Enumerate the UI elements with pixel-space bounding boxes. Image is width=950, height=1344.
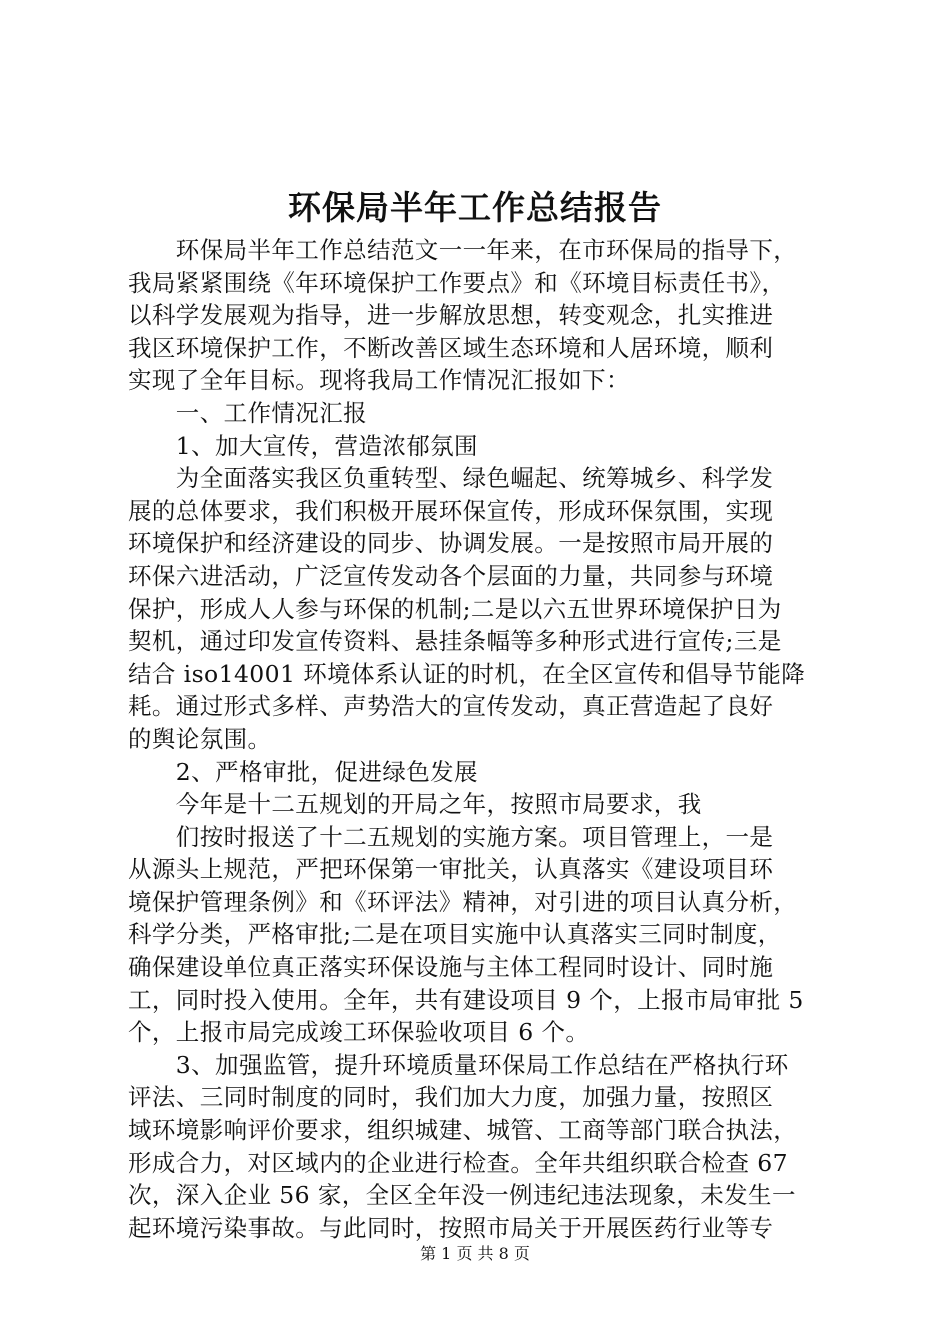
- body-line: 耗。通过形式多样、声势浩大的宣传发动，真正营造起了良好: [128, 692, 774, 721]
- body-line: 起环境污染事故。与此同时，按照市局关于开展医药行业等专: [128, 1213, 774, 1242]
- body-line: 展的总体要求，我们积极开展环保宣传，形成环保氛围，实现: [128, 496, 774, 525]
- body-line: 契机，通过印发宣传资料、悬挂条幅等多种形式进行宣传;三是: [128, 627, 782, 656]
- body-line: 结合 iso14001 环境体系认证的时机，在全区宣传和倡导节能降: [128, 659, 806, 688]
- body-line: 我局紧紧围绕《年环境保护工作要点》和《环境目标责任书》，: [128, 268, 786, 297]
- body-line: 的舆论氛围。: [128, 724, 272, 753]
- body-line: 保护，形成人人参与环保的机制;二是以六五世界环境保护日为: [128, 594, 782, 623]
- body-line: 工，同时投入使用。全年，共有建设项目 9 个，上报市局审批 5: [128, 985, 804, 1014]
- body-line: 形成合力，对区域内的企业进行检查。全年共组织联合检查 67: [128, 1148, 788, 1177]
- document-body: [128, 234, 828, 1244]
- body-line: 环保局半年工作总结范文一一年来，在市环保局的指导下，: [128, 236, 798, 264]
- body-line: 科学分类，严格审批;二是在项目实施中认真落实三同时制度，: [128, 920, 782, 949]
- body-line: 评法、三同时制度的同时，我们加大力度，加强力量，按照区: [128, 1083, 774, 1112]
- page-number-footer: 第 1 页 共 8 页: [420, 1244, 530, 1263]
- body-line: 从源头上规范，严把环保第一审批关，认真落实《建设项目环: [128, 855, 774, 884]
- subsection-heading: 1、加大宣传，营造浓郁氛围: [128, 431, 478, 460]
- body-line: 环保六进活动，广泛宣传发动各个层面的力量，共同参与环境: [128, 561, 774, 590]
- section-heading: 一、工作情况汇报: [128, 398, 367, 427]
- body-line: 确保建设单位真正落实环保设施与主体工程同时设计、同时施: [128, 953, 774, 982]
- body-line: 境保护管理条例》和《环评法》精神，对引进的项目认真分析，: [128, 887, 798, 916]
- body-line: 3、加强监管，提升环境质量环保局工作总结在严格执行环: [128, 1050, 789, 1079]
- body-line: 环境保护和经济建设的同步、协调发展。一是按照市局开展的: [128, 529, 774, 558]
- body-line: 为全面落实我区负重转型、绿色崛起、统筹城乡、科学发: [128, 464, 774, 493]
- body-line: 以科学发展观为指导，进一步解放思想，转变观念，扎实推进: [128, 301, 774, 330]
- body-line: 域环境影响评价要求，组织城建、城管、工商等部门联合执法，: [128, 1116, 798, 1145]
- body-line: 们按时报送了十二五规划的实施方案。项目管理上，一是: [128, 822, 774, 851]
- body-line: 今年是十二五规划的开局之年，按照市局要求，我: [128, 790, 702, 819]
- body-line: 个，上报市局完成竣工环保验收项目 6 个。: [128, 1018, 590, 1047]
- document-title: 环保局半年工作总结报告: [288, 188, 662, 227]
- body-line: 我区环境保护工作，不断改善区域生态环境和人居环境，顺利: [128, 333, 774, 362]
- subsection-heading: 2、严格审批，促进绿色发展: [128, 757, 478, 786]
- body-line: 实现了全年目标。现将我局工作情况汇报如下：: [128, 366, 630, 395]
- body-line: 次，深入企业 56 家，全区全年没一例违纪违法现象，未发生一: [128, 1181, 796, 1210]
